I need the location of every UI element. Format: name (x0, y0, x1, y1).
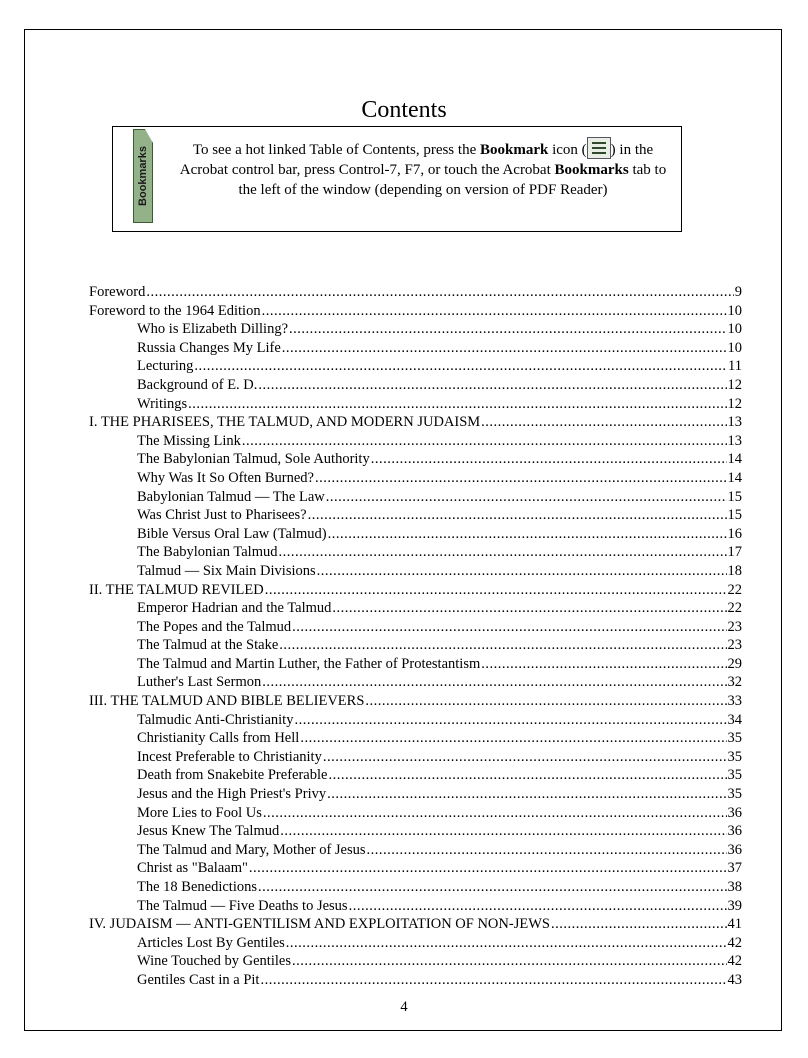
toc-entry[interactable] (89, 618, 742, 637)
page-title: Contents (361, 97, 447, 123)
toc-entry-label: Christianity Calls from Hell (137, 730, 300, 747)
toc-entry[interactable] (89, 971, 742, 990)
toc-entry[interactable] (89, 543, 742, 562)
toc-entry-page: 22 (727, 581, 742, 598)
toc-entry[interactable] (89, 581, 742, 600)
toc-entry-page: 35 (727, 786, 742, 803)
toc-entry-label: Babylonian Talmud — The Law (137, 488, 325, 505)
toc-entry-page: 38 (727, 879, 742, 895)
toc-entry-label: Jesus and the High Priest's Privy (137, 786, 327, 803)
toc-dot-leader (262, 673, 726, 692)
toc-entry-label: Luther's Last Sermon (137, 674, 262, 691)
toc-entry-page: 41 (727, 916, 742, 933)
toc-entry-page: 12 (727, 376, 742, 393)
notice-bold-bookmark: Bookmark (479, 142, 549, 158)
toc-dot-leader (188, 395, 726, 414)
toc-entry[interactable] (89, 748, 742, 767)
toc-entry-page: 35 (727, 730, 742, 747)
toc-entry-label: Lecturing (137, 358, 194, 375)
toc-entry-page: 9 (734, 284, 742, 300)
toc-entry-page: 37 (727, 860, 742, 877)
toc-entry-page: 36 (727, 823, 742, 840)
toc-entry[interactable] (89, 506, 742, 525)
toc-entry-page: 17 (727, 544, 742, 561)
toc-dot-leader (278, 543, 726, 562)
toc-dot-leader (371, 450, 727, 469)
toc-entry-label: Jesus Knew The Talmud (137, 823, 280, 840)
toc-entry[interactable] (89, 636, 742, 655)
toc-dot-leader (315, 469, 727, 488)
toc-entry[interactable] (89, 302, 742, 321)
toc-dot-leader (280, 822, 726, 841)
toc-entry-label: The Talmud at the Stake (137, 637, 279, 654)
toc-entry[interactable] (89, 376, 742, 395)
bookmark-notice-box (112, 126, 682, 232)
toc-entry-page: 35 (727, 748, 742, 765)
toc-dot-leader (328, 525, 727, 544)
toc-dot-leader (194, 357, 727, 376)
toc-entry-label: Articles Lost By Gentiles (137, 934, 285, 951)
toc-entry-page: 36 (727, 804, 742, 821)
toc-entry-label: The Talmud — Five Deaths to Jesus (137, 897, 348, 914)
toc-entry[interactable] (89, 413, 742, 432)
toc-dot-leader (286, 934, 727, 953)
toc-dot-leader (242, 432, 727, 451)
toc-entry-page: 29 (727, 655, 742, 672)
toc-entry[interactable] (89, 357, 742, 376)
toc-entry[interactable] (89, 692, 742, 711)
toc-entry-page: 13 (727, 432, 742, 449)
toc-entry-label: The Talmud and Martin Luther, the Father of Protestantism (137, 655, 481, 672)
toc-entry-label: The Popes and the Talmud (137, 618, 292, 635)
notice-text-part: icon ( (548, 142, 587, 158)
toc-entry-label: The 18 Benedictions (137, 879, 258, 895)
toc-entry-page: 12 (727, 395, 742, 412)
toc-entry[interactable] (89, 450, 742, 469)
bookmarks-tab-label: Bookmarks (137, 146, 149, 206)
toc-entry-page: 13 (727, 414, 742, 431)
toc-entry-label: Emperor Hadrian and the Talmud (137, 600, 332, 617)
toc-dot-leader (263, 804, 727, 823)
toc-entry[interactable] (89, 841, 742, 860)
toc-entry[interactable] (89, 395, 742, 414)
toc-dot-leader (367, 841, 727, 860)
toc-entry-label: II. THE TALMUD REVILED (89, 581, 264, 598)
toc-entry-label: Death from Snakebite Preferable (137, 767, 328, 784)
toc-dot-leader (289, 320, 726, 339)
toc-entry-label: Writings (137, 395, 188, 412)
toc-entry-page: 43 (727, 971, 742, 988)
bookmark-panel-icon (587, 137, 611, 159)
toc-entry-label: Was Christ Just to Pharisees? (137, 507, 307, 524)
toc-entry-label: Talmud — Six Main Divisions (137, 562, 316, 579)
toc-entry-page: 11 (728, 358, 742, 375)
toc-entry-label: The Talmud and Mary, Mother of Jesus (137, 841, 366, 858)
toc-dot-leader (323, 748, 727, 767)
toc-dot-leader (308, 506, 727, 525)
toc-entry[interactable] (89, 897, 742, 916)
toc-entry-page: 10 (727, 321, 742, 338)
toc-dot-leader (262, 302, 727, 321)
toc-entry-label: Background of E. D. (137, 376, 258, 393)
toc-entry[interactable] (89, 915, 742, 934)
toc-entry-label: Why Was It So Often Burned? (137, 469, 314, 486)
toc-dot-leader (260, 971, 726, 990)
toc-dot-leader (481, 655, 726, 674)
notice-text-part: tab to the left of the window (depending on version of PDF Reader) (238, 162, 667, 198)
toc-entry-label: Russia Changes My Life (137, 339, 281, 356)
toc-dot-leader (258, 376, 726, 395)
toc-entry-page: 32 (727, 674, 742, 691)
toc-entry-page: 39 (727, 897, 742, 914)
toc-dot-leader (294, 711, 726, 730)
toc-entry[interactable] (89, 283, 742, 302)
toc-dot-leader (300, 729, 726, 748)
toc-dot-leader (265, 581, 727, 600)
toc-entry-page: 10 (727, 339, 742, 356)
toc-entry-label: The Missing Link (137, 432, 241, 449)
toc-entry-page: 22 (727, 600, 742, 617)
page-number: 4 (400, 999, 408, 1015)
toc-entry-page: 36 (727, 841, 742, 858)
toc-entry-page: 14 (727, 451, 742, 468)
notice-text-part: ) in the Acrobat control bar, press Control-7, F7, or touch the Acrobat (179, 142, 654, 178)
toc-entry[interactable] (89, 711, 742, 730)
toc-entry[interactable] (89, 339, 742, 358)
toc-entry-page: 42 (727, 953, 742, 970)
toc-entry-page: 23 (727, 637, 742, 654)
toc-entry-label: Who is Elizabeth Dilling? (137, 321, 289, 338)
toc-entry-label: Talmudic Anti-Christianity (137, 711, 294, 728)
toc-entry[interactable] (89, 673, 742, 692)
notice-bold-bookmarks: Bookmarks (554, 162, 629, 178)
toc-entry-label: I. THE PHARISEES, THE TALMUD, AND MODERN JUDAISM (89, 414, 481, 431)
toc-entry[interactable] (89, 804, 742, 823)
toc-entry-label: Foreword to the 1964 Edition (89, 302, 261, 319)
toc-dot-leader (349, 897, 727, 916)
toc-entry-label: More Lies to Fool Us (137, 804, 262, 821)
toc-dot-leader (365, 692, 726, 711)
toc-entry-page: 16 (727, 525, 742, 542)
toc-dot-leader (292, 952, 727, 971)
toc-entry-label: Foreword (89, 284, 146, 300)
toc-entry-page: 15 (727, 488, 742, 505)
notice-text (175, 137, 671, 200)
toc-entry-page: 14 (727, 469, 742, 486)
toc-entry[interactable] (89, 859, 742, 878)
toc-entry-label: The Babylonian Talmud, Sole Authority (137, 451, 370, 468)
toc-dot-leader (279, 636, 726, 655)
toc-dot-leader (326, 488, 727, 507)
toc-entry-page: 35 (727, 767, 742, 784)
bookmarks-tab[interactable] (133, 129, 153, 223)
notice-text-part: To see a hot linked Table of Contents, press the (192, 142, 480, 158)
toc-entry[interactable] (89, 822, 742, 841)
toc-entry[interactable] (89, 432, 742, 451)
toc-dot-leader (258, 878, 726, 897)
toc-entry-page: 23 (727, 618, 742, 635)
toc-entry-page: 34 (727, 711, 742, 728)
toc-dot-leader (327, 785, 726, 804)
toc-entry-page: 33 (727, 693, 742, 710)
toc-entry[interactable] (89, 785, 742, 804)
toc-entry[interactable] (89, 320, 742, 339)
toc-dot-leader (249, 859, 727, 878)
table-of-contents (89, 283, 742, 990)
toc-entry-page: 15 (727, 507, 742, 524)
toc-entry[interactable] (89, 562, 742, 581)
toc-dot-leader (481, 413, 726, 432)
toc-dot-leader (332, 599, 726, 618)
toc-dot-leader (292, 618, 726, 637)
toc-dot-leader (328, 766, 726, 785)
toc-entry[interactable] (89, 469, 742, 488)
toc-entry-page: 10 (727, 302, 742, 319)
toc-entry-label: Wine Touched by Gentiles (137, 953, 291, 970)
toc-entry[interactable] (89, 729, 742, 748)
toc-entry[interactable] (89, 878, 742, 897)
toc-entry[interactable] (89, 599, 742, 618)
toc-entry[interactable] (89, 766, 742, 785)
toc-entry[interactable] (89, 934, 742, 953)
toc-dot-leader (282, 339, 727, 358)
toc-entry[interactable] (89, 655, 742, 674)
toc-dot-leader (551, 915, 727, 934)
toc-entry-page: 18 (727, 562, 742, 579)
toc-entry-label: The Babylonian Talmud (137, 544, 278, 561)
toc-entry-label: Gentiles Cast in a Pit (137, 971, 260, 988)
toc-entry-page: 42 (727, 934, 742, 951)
toc-dot-leader (317, 562, 727, 581)
toc-entry-label: Christ as "Balaam" (137, 860, 248, 877)
toc-entry-label: Incest Preferable to Christianity (137, 748, 322, 765)
toc-entry-label: IV. JUDAISM — ANTI-GENTILISM AND EXPLOITATION OF NON-JEWS (89, 916, 550, 933)
toc-entry[interactable] (89, 525, 742, 544)
toc-entry[interactable] (89, 488, 742, 507)
toc-entry-label: III. THE TALMUD AND BIBLE BELIEVERS (89, 693, 365, 710)
toc-entry[interactable] (89, 952, 742, 971)
toc-entry-label: Bible Versus Oral Law (Talmud) (137, 525, 327, 542)
toc-dot-leader (146, 283, 733, 302)
